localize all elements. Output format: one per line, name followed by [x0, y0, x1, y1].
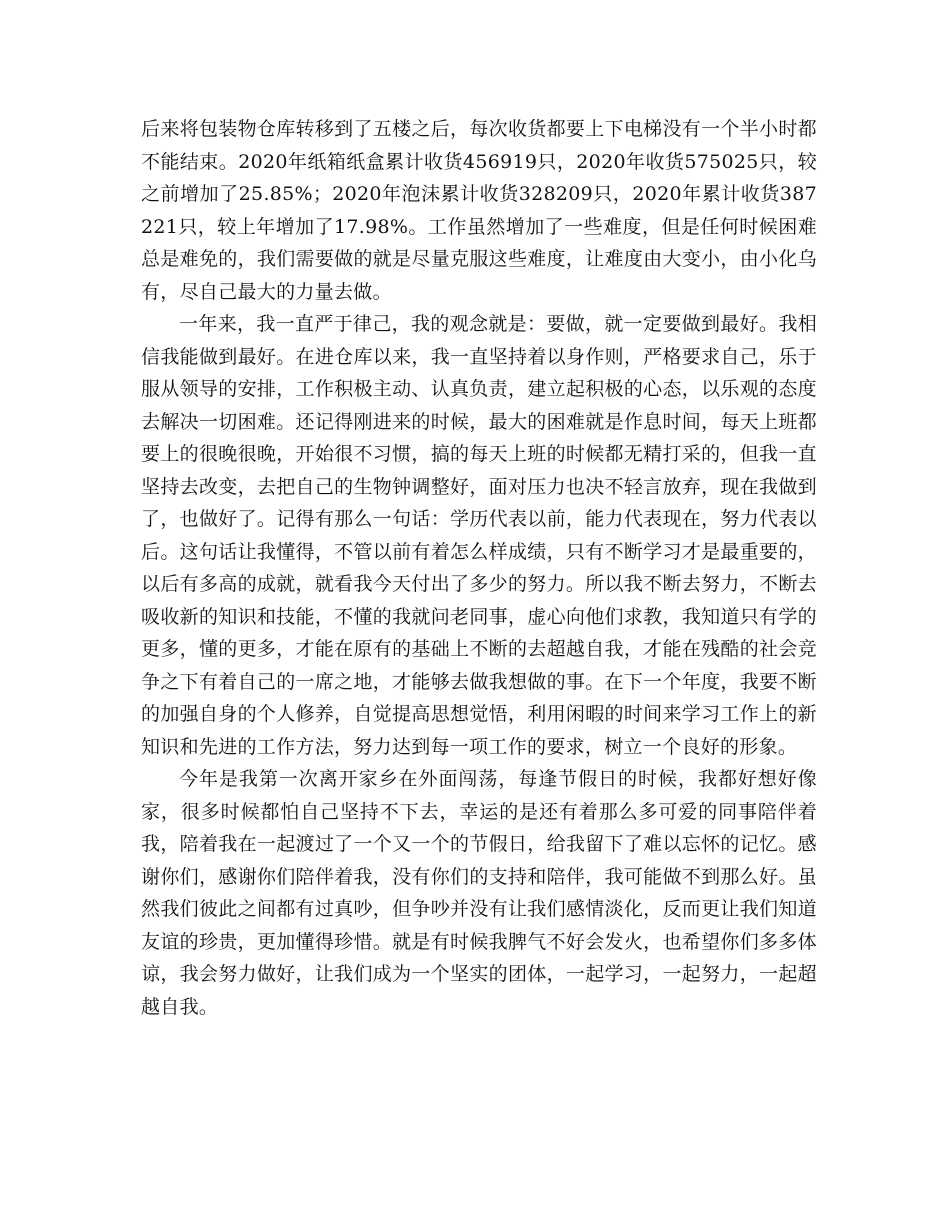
- paragraph-self-discipline: 一年来，我一直严于律己，我的观念就是：要做，就一定要做到最好。我相信我能做到最好。在进仓库以来，我一直坚持着以身作则，严格要求自己，乐于服从领导的安排，工作积极主动、认真负责，建立起积极的心态，以乐观的态度去解决一切困难。还记得刚进来的时候，最大的困难就是作息时间，每天上班都要上的很晚很晚，开始很不习惯，搞的每天上班的时候都无精打采的，但我一直坚持去改变，去把自己的生物钟调整好，面对压力也决不轻言放弃，现在我做到了，也做好了。记得有那么一句话：学历代表以前，能力代表现在，努力代表以后。这句话让我懂得，不管以前有着怎么样成绩，只有不断学习才是最重要的，以后有多高的成就，就看我今天付出了多少的努力。所以我不断去努力，不断去吸收新的知识和技能，不懂的我就问老同事，虚心向他们求教，我知道只有学的更多，懂的更多，才能在原有的基础上不断的去超越自我，才能在残酷的社会竞争之下有着自己的一席之地，才能够去做我想做的事。在下一个年度，我要不断的加强自身的个人修养，自觉提高思想觉悟，利用闲暇的时间来学习工作上的新知识和先进的工作方法，努力达到每一项工作的要求，树立一个良好的形象。: [141, 313, 817, 758]
- paragraph-colleagues: 今年是我第一次离开家乡在外面闯荡，每逢节假日的时候，我都好想好像家，很多时候都怕自己坚持不下去，幸运的是还有着那么多可爱的同事陪伴着我，陪着我在一起渡过了一个又一个的节假日，给我留下了难以忘怀的记忆。感谢你们，感谢你们陪伴着我，没有你们的支持和陪伴，我可能做不到那么好。虽然我们彼此之间都有过真吵，但争吵并没有让我们感情淡化，反而更让我们知道友谊的珍贵，更加懂得珍惜。就是有时候我脾气不好会发火，也希望你们多多体谅，我会努力做好，让我们成为一个坚实的团体，一起学习，一起努力，一起超越自我。: [141, 768, 817, 1018]
- document-body: [141, 113, 817, 1023]
- paragraph-continuation: 后来将包装物仓库转移到了五楼之后，每次收货都要上下电梯没有一个半小时都不能结束。2020年纸箱纸盒累计收货456919只，2020年收货575025只，较之前增加了25.85%；2020年泡沫累计收货328209只，2020年累计收货387221只，较上年增加了17.98%。工作虽然增加了一些难度，但是任何时候困难总是难免的，我们需要做的就是尽量克服这些难度，让难度由大变小，由小化乌有，尽自己最大的力量去做。: [141, 118, 817, 303]
